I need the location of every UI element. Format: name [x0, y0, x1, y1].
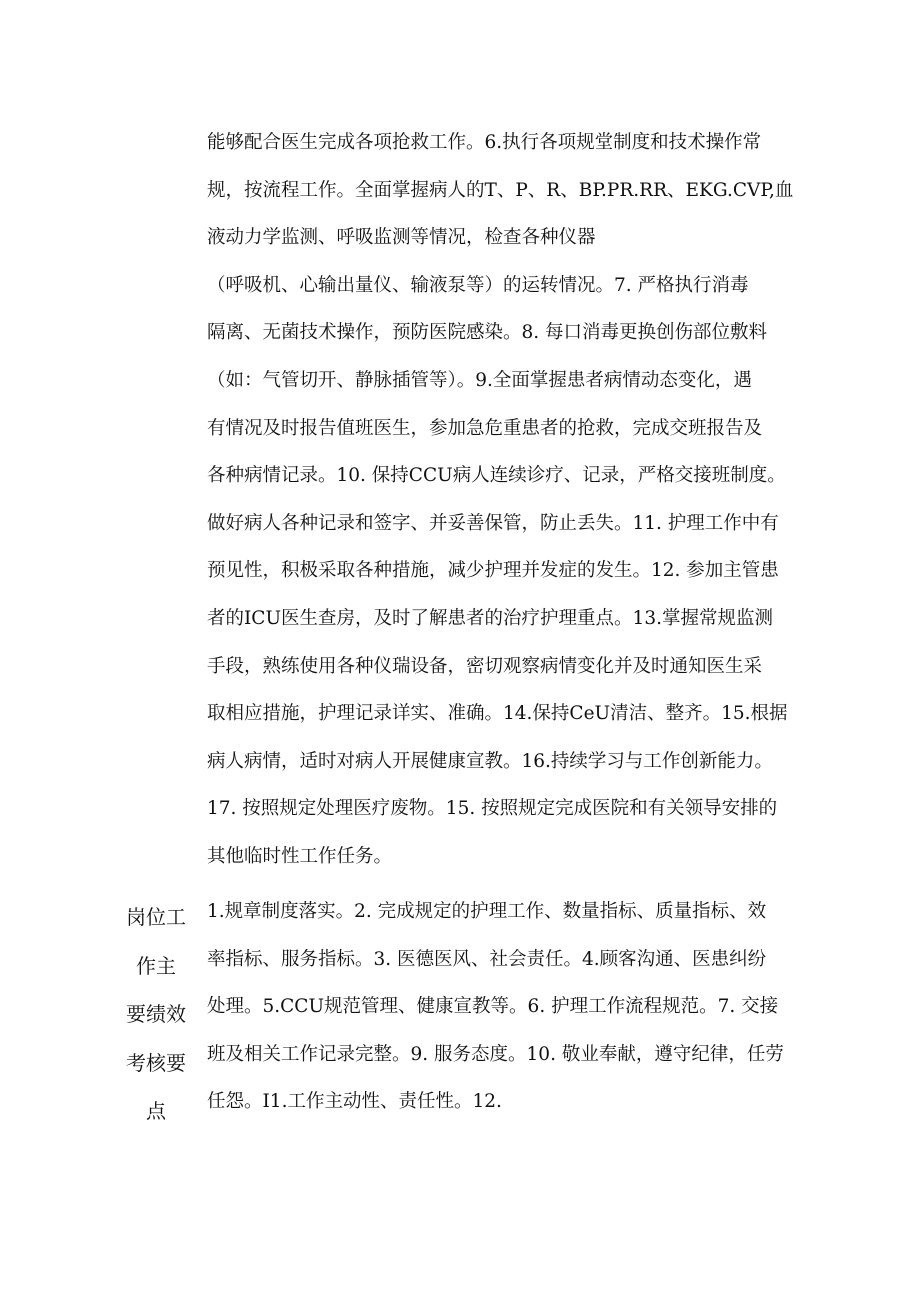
evaluation-label-line: 岗位工 — [126, 905, 186, 929]
duty-line: 者的ICU医生查房，及时了解患者的治疗护理重点。13.掌握常规监测 — [207, 607, 773, 629]
duty-line: （如：气管切开、静脉插管等）。9.全面掌握患者病情动态变化，遇 — [207, 369, 752, 391]
duty-line: 有情况及时报告值班医生，参加急危重患者的抢救，完成交班报告及 — [207, 417, 763, 439]
duty-line: 手段，熟练使用各种仪瑞设备，密切观察病情变化并及时通知医生采 — [207, 655, 763, 677]
duty-description — [207, 119, 813, 881]
evaluation-line: 处理。5.CCU规范管理、健康宣教等。6. 护理工作流程规范。7. 交接 — [207, 996, 779, 1017]
duty-line: 液动力学监测、呼吸监测等情况，检查各种仪器 — [207, 227, 596, 249]
evaluation-points — [207, 888, 813, 1126]
evaluation-line: 率指标、服务指标。3. 医德医风、社会责任。4.顾客沟通、医患纠纷 — [207, 948, 767, 970]
duty-line: （呼吸机、心输出量仪、输液泵等）的运转情况。7. 严格执行消毒 — [207, 274, 749, 296]
duty-line: 做好病人各种记录和签字、并妥善保管，防止丢失。11. 护理工作中有 — [207, 512, 779, 534]
duty-line: 其他临时性工作任务。 — [207, 845, 393, 867]
duty-line: 隔离、无菌技术操作，预防医院感染。8. 每口消毒更换创伤部位敷料 — [207, 322, 768, 344]
evaluation-line: 班及相关工作记录完整。9. 服务态度。10. 敬业奉献，遵守纪律，任劳 — [207, 1043, 784, 1065]
evaluation-line: 任怨。I1.工作主动性、责任性。12. — [207, 1091, 502, 1112]
duty-line: 规，按流程工作。全面掌握病人的T、P、R、BP.PR.RR、EKG.CVP,血 — [207, 179, 794, 201]
evaluation-label-line: 考核要 — [126, 1050, 186, 1075]
duty-line: 17. 按照规定处理医疗废物。15. 按照规定完成医院和有关领导安排的 — [207, 798, 778, 820]
evaluation-label-line: 要绩效 — [126, 1002, 186, 1026]
evaluation-label-line: 点 — [146, 1099, 166, 1123]
duty-line: 各种病情记录。10. 保持CCU病人连续诊疗、记录，严格交接班制度。 — [207, 465, 786, 487]
duty-line: 取相应措施，护理记录详实、准确。14.保持CeU清洁、整齐。15.根据 — [207, 703, 788, 725]
evaluation-line: 1.规章制度落实。2. 完成规定的护理工作、数量指标、质量指标、效 — [207, 901, 767, 922]
evaluation-section-label — [116, 893, 196, 1136]
duty-line: 能够配合医生完成各项抢救工作。6.执行各项规堂制度和技术操作常 — [207, 132, 762, 153]
evaluation-label-line: 作主 — [136, 953, 176, 978]
duty-line: 预见性，积极采取各种措施，减少护理并发症的发生。12. 参加主管患 — [207, 560, 779, 582]
duty-line: 病人病情，适时对病人开展健康宣教。16.持续学习与工作创新能力。 — [207, 750, 773, 772]
